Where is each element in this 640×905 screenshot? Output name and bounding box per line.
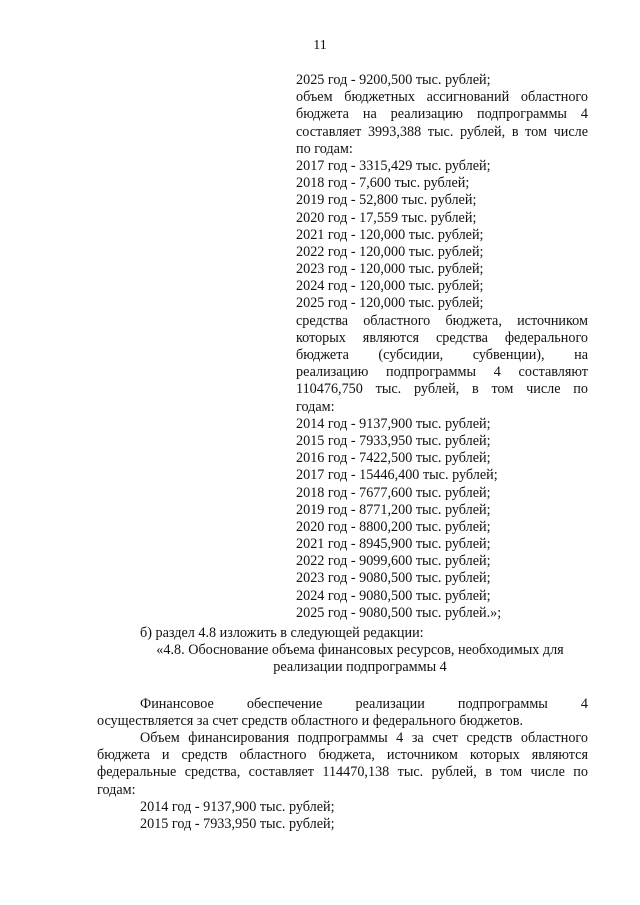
text-line: 2023 год - 9080,500 тыс. рублей;: [296, 570, 491, 587]
right-column-text: [296, 72, 588, 622]
text-line: 2016 год - 7422,500 тыс. рублей;: [296, 450, 491, 467]
text-line: 2021 год - 8945,900 тыс. рублей;: [296, 536, 491, 553]
paragraph-line: бюджета и средств областного бюджета, источником которых являются: [97, 747, 588, 764]
year-line: 2015 год - 7933,950 тыс. рублей;: [140, 816, 335, 833]
text-line: 2023 год - 120,000 тыс. рублей;: [296, 261, 484, 278]
paragraph-line: осуществляется за счет средств областного и федерального бюджетов.: [97, 713, 524, 730]
text-line: 2014 год - 9137,900 тыс. рублей;: [296, 415, 491, 432]
paragraph-volume: [97, 730, 588, 799]
text-line: объем бюджетных ассигнований областного: [296, 89, 588, 106]
text-line: 2018 год - 7677,600 тыс. рублей;: [296, 484, 491, 501]
text-line: годам:: [296, 398, 335, 415]
text-line: 2017 год - 15446,400 тыс. рублей;: [296, 467, 498, 484]
paragraph-line: Финансовое обеспечение реализации подпрограммы 4: [140, 696, 588, 712]
text-line: составляет 3993,388 тыс. рублей, в том числе: [296, 123, 588, 140]
text-line: 2019 год - 52,800 тыс. рублей;: [296, 192, 477, 209]
text-line: 2019 год - 8771,200 тыс. рублей;: [296, 501, 491, 518]
paragraph-line: Объем финансирования подпрограммы 4 за счет средств областного: [140, 730, 588, 746]
section-heading-line-1: «4.8. Обоснование объема финансовых ресурсов, необходимых для: [156, 642, 564, 658]
text-line: 2020 год - 17,559 тыс. рублей;: [296, 209, 477, 226]
text-line: бюджета (субсидии, субвенции), на: [296, 347, 588, 363]
year-line: 2014 год - 9137,900 тыс. рублей;: [140, 799, 335, 815]
amendment-instruction: б) раздел 4.8 изложить в следующей редакции:: [140, 625, 424, 641]
text-line: 110476,750 тыс. рублей, в том числе по: [296, 381, 588, 398]
paragraph-line: годам:: [97, 781, 136, 798]
paragraph-line: федеральные средства, составляет 114470,138 тыс. рублей, в том числе по: [97, 764, 588, 781]
text-line: 2024 год - 9080,500 тыс. рублей;: [296, 587, 491, 604]
text-line: реализацию подпрограммы 4 составляют: [296, 364, 588, 381]
text-line: бюджета на реализацию подпрограммы 4: [296, 106, 588, 123]
text-line: 2025 год - 9080,500 тыс. рублей.»;: [296, 604, 502, 621]
text-line: 2015 год - 7933,950 тыс. рублей;: [296, 432, 491, 449]
text-line: 2021 год - 120,000 тыс. рублей;: [296, 226, 484, 243]
text-line: 2024 год - 120,000 тыс. рублей;: [296, 278, 484, 295]
paragraph-financing: [97, 696, 588, 730]
text-line: которых являются средства федерального: [296, 329, 588, 346]
text-line: средства областного бюджета, источником: [296, 312, 588, 329]
text-line: 2018 год - 7,600 тыс. рублей;: [296, 175, 470, 192]
page-number: 11: [313, 38, 327, 53]
text-line: 2022 год - 120,000 тыс. рублей;: [296, 243, 484, 260]
text-line: 2025 год - 9200,500 тыс. рублей;: [296, 72, 491, 88]
text-line: по годам:: [296, 140, 353, 157]
text-line: 2017 год - 3315,429 тыс. рублей;: [296, 157, 491, 174]
text-line: 2022 год - 9099,600 тыс. рублей;: [296, 553, 491, 570]
year-list: [140, 799, 588, 833]
section-heading-line-2: реализации подпрограммы 4: [273, 659, 447, 675]
text-line: 2020 год - 8800,200 тыс. рублей;: [296, 518, 491, 535]
text-line: 2025 год - 120,000 тыс. рублей;: [296, 295, 484, 312]
